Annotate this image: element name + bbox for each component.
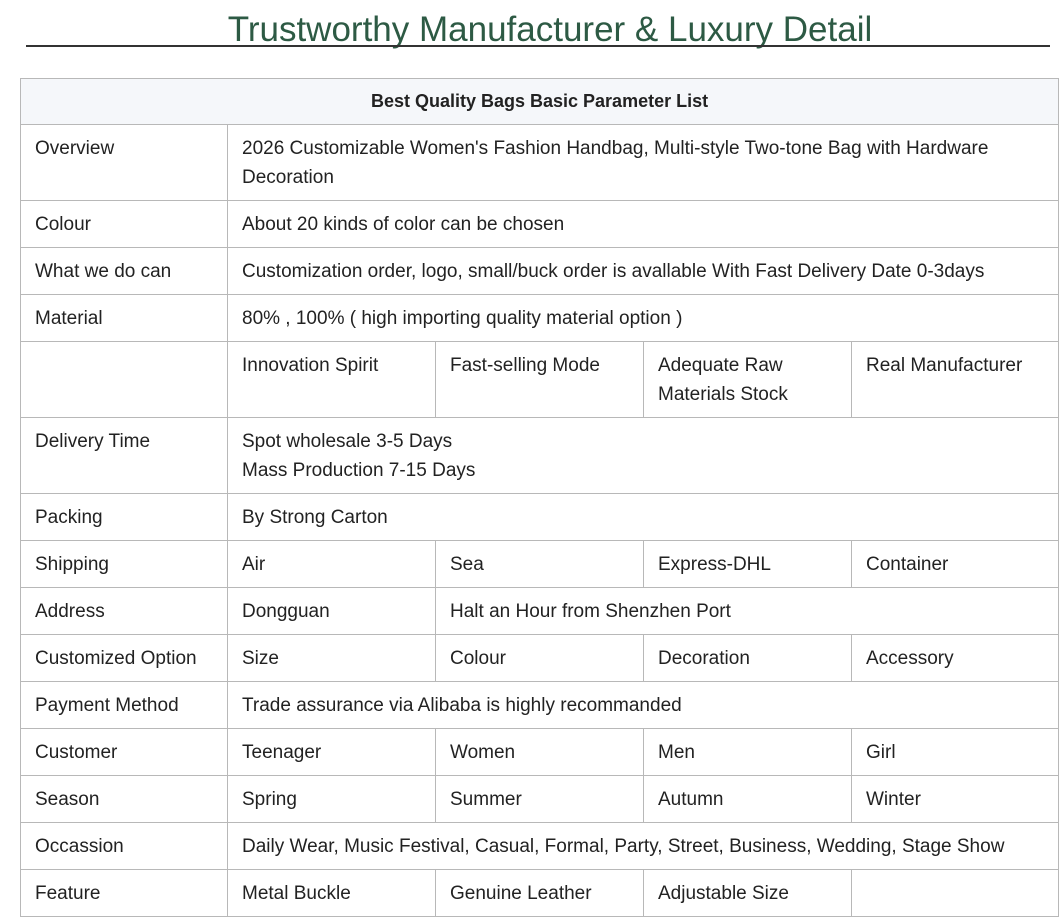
- row-cell: Air: [228, 541, 436, 588]
- row-cell: Dongguan: [228, 588, 436, 635]
- row-cell: Innovation Spirit: [228, 342, 436, 418]
- table-row-address: [21, 588, 1059, 635]
- row-cell: Decoration: [644, 635, 852, 682]
- table-row-material: [21, 295, 1059, 342]
- row-cell: Autumn: [644, 776, 852, 823]
- title-underline: [26, 45, 1050, 47]
- row-cell: Genuine Leather: [436, 870, 644, 917]
- row-value: 80% , 100% ( high importing quality material option ): [228, 295, 1059, 342]
- row-cell: Metal Buckle: [228, 870, 436, 917]
- row-label: Delivery Time: [21, 418, 228, 494]
- row-value: Daily Wear, Music Festival, Casual, Formal, Party, Street, Business, Wedding, Stage Show: [228, 823, 1059, 870]
- row-cell: Container: [852, 541, 1059, 588]
- row-cell: Women: [436, 729, 644, 776]
- row-label: Material: [21, 295, 228, 342]
- row-cell: Men: [644, 729, 852, 776]
- table-row-customer: [21, 729, 1059, 776]
- row-cell: [852, 870, 1059, 917]
- row-cell: Real Manufacturer: [852, 342, 1059, 418]
- row-label: Shipping: [21, 541, 228, 588]
- table-row-strengths: [21, 342, 1059, 418]
- row-label: Address: [21, 588, 228, 635]
- row-cell: Adequate Raw Materials Stock: [644, 342, 852, 418]
- row-label: Overview: [21, 125, 228, 201]
- table-row-feature: [21, 870, 1059, 917]
- row-value: Trade assurance via Alibaba is highly recommanded: [228, 682, 1059, 729]
- row-label: Feature: [21, 870, 228, 917]
- row-cell: Spring: [228, 776, 436, 823]
- row-cell: Size: [228, 635, 436, 682]
- page-title: Trustworthy Manufacturer & Luxury Detail: [227, 10, 873, 49]
- table-row-delivery: [21, 418, 1059, 494]
- row-cell: Accessory: [852, 635, 1059, 682]
- row-label: Occassion: [21, 823, 228, 870]
- row-label: Colour: [21, 201, 228, 248]
- row-cell: Winter: [852, 776, 1059, 823]
- row-label: Customized Option: [21, 635, 228, 682]
- row-label: Payment Method: [21, 682, 228, 729]
- row-cell: Express-DHL: [644, 541, 852, 588]
- table-row-customized: [21, 635, 1059, 682]
- row-value: [228, 418, 1059, 494]
- table-row-payment: [21, 682, 1059, 729]
- table-title-row: [21, 79, 1059, 125]
- row-cell: Sea: [436, 541, 644, 588]
- row-label: Packing: [21, 494, 228, 541]
- row-label: Customer: [21, 729, 228, 776]
- delivery-line-spot: Spot wholesale 3-5 Days: [242, 431, 453, 452]
- row-value: Halt an Hour from Shenzhen Port: [436, 588, 1059, 635]
- row-cell: Fast-selling Mode: [436, 342, 644, 418]
- row-value: 2026 Customizable Women's Fashion Handbag, Multi-style Two-tone Bag with Hardware Decoration: [228, 125, 1059, 201]
- table-row-colour: [21, 201, 1059, 248]
- table-row-occassion: [21, 823, 1059, 870]
- table-row-season: [21, 776, 1059, 823]
- row-label: Season: [21, 776, 228, 823]
- table-row-overview: [21, 125, 1059, 201]
- table-row-what-we-do: [21, 248, 1059, 295]
- row-cell: Teenager: [228, 729, 436, 776]
- page-header: [0, 0, 1060, 60]
- table-row-shipping: [21, 541, 1059, 588]
- delivery-line-mass: Mass Production 7-15 Days: [242, 460, 476, 481]
- row-cell: Adjustable Size: [644, 870, 852, 917]
- table-title: Best Quality Bags Basic Parameter List: [21, 79, 1059, 125]
- table-row-packing: [21, 494, 1059, 541]
- row-cell: Girl: [852, 729, 1059, 776]
- row-cell: Colour: [436, 635, 644, 682]
- row-value: Customization order, logo, small/buck order is avallable With Fast Delivery Date 0-3days: [228, 248, 1059, 295]
- row-label: What we do can: [21, 248, 228, 295]
- row-value: About 20 kinds of color can be chosen: [228, 201, 1059, 248]
- parameter-table: [20, 78, 1059, 917]
- row-cell: Summer: [436, 776, 644, 823]
- row-value: By Strong Carton: [228, 494, 1059, 541]
- row-label: [21, 342, 228, 418]
